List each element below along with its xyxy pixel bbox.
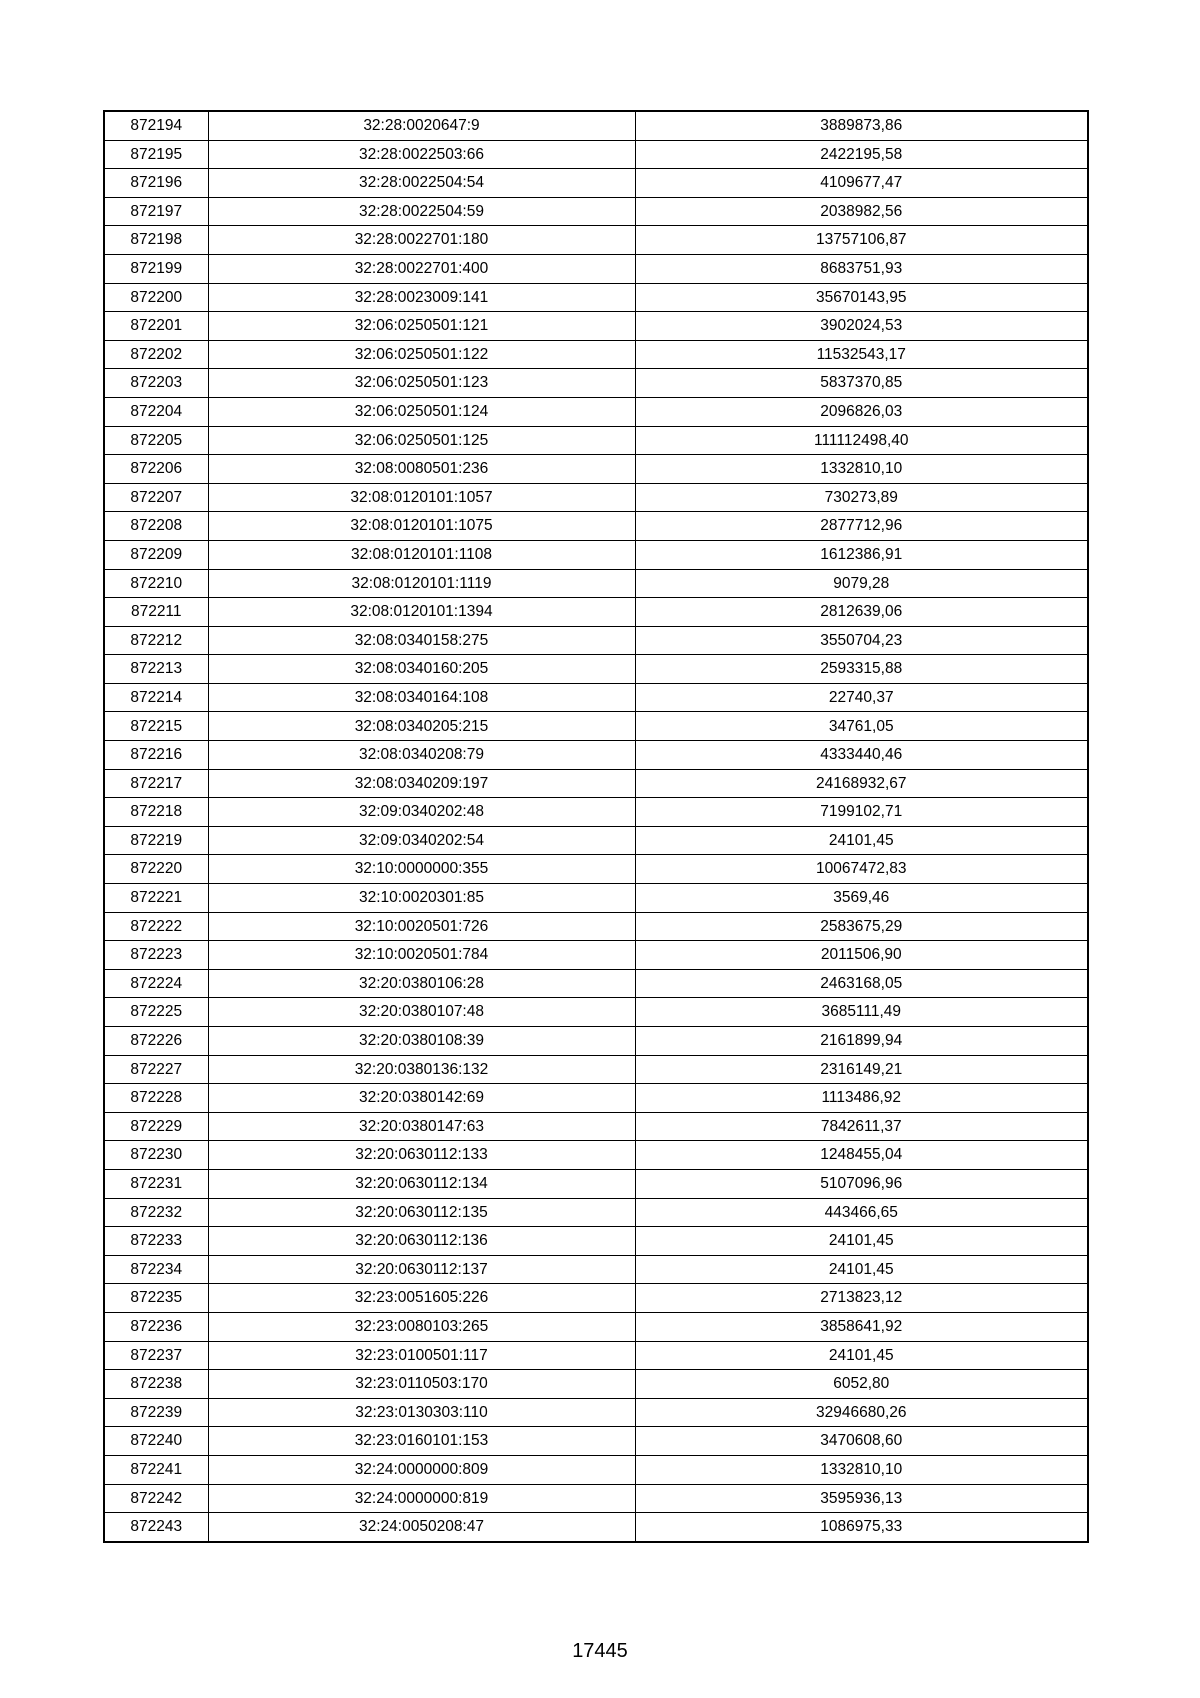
row-number-cell: 872214 xyxy=(104,683,208,712)
value-cell: 3858641,92 xyxy=(635,1312,1088,1341)
row-number-cell: 872194 xyxy=(104,111,208,140)
value-cell: 1113486,92 xyxy=(635,1084,1088,1113)
value-cell: 4109677,47 xyxy=(635,169,1088,198)
row-number-cell: 872198 xyxy=(104,226,208,255)
table-row xyxy=(104,626,1088,655)
table-row xyxy=(104,1341,1088,1370)
value-cell: 2038982,56 xyxy=(635,197,1088,226)
value-cell: 3685111,49 xyxy=(635,998,1088,1027)
cadastral-number-cell: 32:20:0380136:132 xyxy=(208,1055,635,1084)
table-row xyxy=(104,1427,1088,1456)
page-number: 17445 xyxy=(572,1640,628,1662)
cadastral-number-cell: 32:20:0630112:137 xyxy=(208,1255,635,1284)
row-number-cell: 872213 xyxy=(104,655,208,684)
cadastral-number-cell: 32:23:0080103:265 xyxy=(208,1312,635,1341)
cadastral-number-cell: 32:08:0120101:1108 xyxy=(208,540,635,569)
row-number-cell: 872204 xyxy=(104,397,208,426)
cadastral-number-cell: 32:28:0022701:400 xyxy=(208,254,635,283)
cadastral-number-cell: 32:23:0100501:117 xyxy=(208,1341,635,1370)
table-row xyxy=(104,111,1088,140)
table-row xyxy=(104,1255,1088,1284)
value-cell: 24101,45 xyxy=(635,1341,1088,1370)
cadastral-number-cell: 32:09:0340202:54 xyxy=(208,826,635,855)
value-cell: 1086975,33 xyxy=(635,1513,1088,1542)
table-row xyxy=(104,140,1088,169)
cadastral-number-cell: 32:20:0630112:133 xyxy=(208,1141,635,1170)
row-number-cell: 872234 xyxy=(104,1255,208,1284)
value-cell: 35670143,95 xyxy=(635,283,1088,312)
table-row xyxy=(104,340,1088,369)
cadastral-number-cell: 32:10:0020501:726 xyxy=(208,912,635,941)
row-number-cell: 872210 xyxy=(104,569,208,598)
row-number-cell: 872240 xyxy=(104,1427,208,1456)
table-row xyxy=(104,569,1088,598)
cadastral-number-cell: 32:24:0000000:819 xyxy=(208,1484,635,1513)
value-cell: 111112498,40 xyxy=(635,426,1088,455)
row-number-cell: 872221 xyxy=(104,884,208,913)
cadastral-number-cell: 32:08:0340208:79 xyxy=(208,741,635,770)
table-row xyxy=(104,1027,1088,1056)
row-number-cell: 872230 xyxy=(104,1141,208,1170)
row-number-cell: 872215 xyxy=(104,712,208,741)
table-body xyxy=(104,111,1088,1542)
row-number-cell: 872233 xyxy=(104,1227,208,1256)
table-row xyxy=(104,369,1088,398)
value-cell: 9079,28 xyxy=(635,569,1088,598)
row-number-cell: 872208 xyxy=(104,512,208,541)
table-row xyxy=(104,1227,1088,1256)
cadastral-number-cell: 32:08:0120101:1057 xyxy=(208,483,635,512)
cadastral-number-cell: 32:23:0051605:226 xyxy=(208,1284,635,1313)
table-row xyxy=(104,1169,1088,1198)
value-cell: 5837370,85 xyxy=(635,369,1088,398)
table-row xyxy=(104,1112,1088,1141)
cadastral-number-cell: 32:08:0120101:1119 xyxy=(208,569,635,598)
table-row xyxy=(104,941,1088,970)
table-row xyxy=(104,426,1088,455)
cadastral-number-cell: 32:06:0250501:123 xyxy=(208,369,635,398)
value-cell: 24101,45 xyxy=(635,1227,1088,1256)
value-cell: 2422195,58 xyxy=(635,140,1088,169)
cadastral-number-cell: 32:28:0022701:180 xyxy=(208,226,635,255)
value-cell: 5107096,96 xyxy=(635,1169,1088,1198)
row-number-cell: 872224 xyxy=(104,969,208,998)
table-row xyxy=(104,512,1088,541)
table-row xyxy=(104,769,1088,798)
row-number-cell: 872201 xyxy=(104,312,208,341)
row-number-cell: 872219 xyxy=(104,826,208,855)
row-number-cell: 872205 xyxy=(104,426,208,455)
value-cell: 730273,89 xyxy=(635,483,1088,512)
value-cell: 2011506,90 xyxy=(635,941,1088,970)
value-cell: 13757106,87 xyxy=(635,226,1088,255)
table-row xyxy=(104,969,1088,998)
value-cell: 3902024,53 xyxy=(635,312,1088,341)
row-number-cell: 872206 xyxy=(104,455,208,484)
table-row xyxy=(104,1370,1088,1399)
cadastral-number-cell: 32:23:0160101:153 xyxy=(208,1427,635,1456)
value-cell: 2463168,05 xyxy=(635,969,1088,998)
cadastral-number-cell: 32:08:0120101:1394 xyxy=(208,598,635,627)
row-number-cell: 872218 xyxy=(104,798,208,827)
value-cell: 24101,45 xyxy=(635,826,1088,855)
row-number-cell: 872196 xyxy=(104,169,208,198)
table-row xyxy=(104,1284,1088,1313)
table-row xyxy=(104,397,1088,426)
cadastral-number-cell: 32:08:0340205:215 xyxy=(208,712,635,741)
row-number-cell: 872238 xyxy=(104,1370,208,1399)
cadastral-number-cell: 32:08:0340209:197 xyxy=(208,769,635,798)
cadastral-number-cell: 32:06:0250501:121 xyxy=(208,312,635,341)
cadastral-number-cell: 32:06:0250501:125 xyxy=(208,426,635,455)
cadastral-number-cell: 32:08:0120101:1075 xyxy=(208,512,635,541)
value-cell: 32946680,26 xyxy=(635,1398,1088,1427)
table-row xyxy=(104,1084,1088,1113)
value-cell: 10067472,83 xyxy=(635,855,1088,884)
row-number-cell: 872197 xyxy=(104,197,208,226)
table-row xyxy=(104,483,1088,512)
row-number-cell: 872237 xyxy=(104,1341,208,1370)
cadastral-number-cell: 32:08:0340158:275 xyxy=(208,626,635,655)
table-row xyxy=(104,1455,1088,1484)
value-cell: 1612386,91 xyxy=(635,540,1088,569)
table-row xyxy=(104,798,1088,827)
value-cell: 1332810,10 xyxy=(635,1455,1088,1484)
cadastral-number-cell: 32:28:0023009:141 xyxy=(208,283,635,312)
row-number-cell: 872220 xyxy=(104,855,208,884)
value-cell: 2161899,94 xyxy=(635,1027,1088,1056)
row-number-cell: 872225 xyxy=(104,998,208,1027)
row-number-cell: 872226 xyxy=(104,1027,208,1056)
table-row xyxy=(104,169,1088,198)
table-row xyxy=(104,912,1088,941)
row-number-cell: 872228 xyxy=(104,1084,208,1113)
row-number-cell: 872229 xyxy=(104,1112,208,1141)
row-number-cell: 872241 xyxy=(104,1455,208,1484)
row-number-cell: 872203 xyxy=(104,369,208,398)
value-cell: 2583675,29 xyxy=(635,912,1088,941)
table-row xyxy=(104,1312,1088,1341)
cadastral-number-cell: 32:08:0080501:236 xyxy=(208,455,635,484)
cadastral-number-cell: 32:08:0340160:205 xyxy=(208,655,635,684)
value-cell: 1248455,04 xyxy=(635,1141,1088,1170)
table-row xyxy=(104,998,1088,1027)
row-number-cell: 872209 xyxy=(104,540,208,569)
row-number-cell: 872202 xyxy=(104,340,208,369)
table-row xyxy=(104,683,1088,712)
value-cell: 6052,80 xyxy=(635,1370,1088,1399)
value-cell: 1332810,10 xyxy=(635,455,1088,484)
cadastral-number-cell: 32:28:0020647:9 xyxy=(208,111,635,140)
value-cell: 2877712,96 xyxy=(635,512,1088,541)
table-row xyxy=(104,712,1088,741)
cadastral-number-cell: 32:28:0022504:54 xyxy=(208,169,635,198)
table-row xyxy=(104,826,1088,855)
value-cell: 7199102,71 xyxy=(635,798,1088,827)
cadastral-number-cell: 32:10:0000000:355 xyxy=(208,855,635,884)
value-cell: 8683751,93 xyxy=(635,254,1088,283)
row-number-cell: 872211 xyxy=(104,598,208,627)
table-row xyxy=(104,884,1088,913)
value-cell: 34761,05 xyxy=(635,712,1088,741)
cadastral-number-cell: 32:10:0020301:85 xyxy=(208,884,635,913)
value-cell: 2713823,12 xyxy=(635,1284,1088,1313)
cadastral-number-cell: 32:24:0050208:47 xyxy=(208,1513,635,1542)
row-number-cell: 872236 xyxy=(104,1312,208,1341)
row-number-cell: 872242 xyxy=(104,1484,208,1513)
value-cell: 443466,65 xyxy=(635,1198,1088,1227)
table-row xyxy=(104,741,1088,770)
row-number-cell: 872216 xyxy=(104,741,208,770)
table-row xyxy=(104,1513,1088,1542)
table-row xyxy=(104,655,1088,684)
row-number-cell: 872232 xyxy=(104,1198,208,1227)
row-number-cell: 872212 xyxy=(104,626,208,655)
value-cell: 2812639,06 xyxy=(635,598,1088,627)
row-number-cell: 872231 xyxy=(104,1169,208,1198)
value-cell: 3889873,86 xyxy=(635,111,1088,140)
table-row xyxy=(104,197,1088,226)
table-row xyxy=(104,598,1088,627)
cadastral-number-cell: 32:28:0022504:59 xyxy=(208,197,635,226)
row-number-cell: 872222 xyxy=(104,912,208,941)
value-cell: 22740,37 xyxy=(635,683,1088,712)
cadastral-number-cell: 32:20:0630112:136 xyxy=(208,1227,635,1256)
value-cell: 4333440,46 xyxy=(635,741,1088,770)
cadastral-number-cell: 32:20:0380142:69 xyxy=(208,1084,635,1113)
table-row xyxy=(104,855,1088,884)
value-cell: 24101,45 xyxy=(635,1255,1088,1284)
cadastral-value-table xyxy=(103,110,1089,1543)
row-number-cell: 872243 xyxy=(104,1513,208,1542)
table-row xyxy=(104,1398,1088,1427)
row-number-cell: 872239 xyxy=(104,1398,208,1427)
table-row xyxy=(104,540,1088,569)
value-cell: 2593315,88 xyxy=(635,655,1088,684)
cadastral-number-cell: 32:24:0000000:809 xyxy=(208,1455,635,1484)
cadastral-number-cell: 32:06:0250501:122 xyxy=(208,340,635,369)
table-row xyxy=(104,254,1088,283)
table-row xyxy=(104,1198,1088,1227)
row-number-cell: 872227 xyxy=(104,1055,208,1084)
cadastral-number-cell: 32:20:0380108:39 xyxy=(208,1027,635,1056)
cadastral-number-cell: 32:20:0630112:134 xyxy=(208,1169,635,1198)
row-number-cell: 872200 xyxy=(104,283,208,312)
value-cell: 3470608,60 xyxy=(635,1427,1088,1456)
cadastral-number-cell: 32:28:0022503:66 xyxy=(208,140,635,169)
row-number-cell: 872199 xyxy=(104,254,208,283)
value-cell: 11532543,17 xyxy=(635,340,1088,369)
row-number-cell: 872195 xyxy=(104,140,208,169)
row-number-cell: 872207 xyxy=(104,483,208,512)
row-number-cell: 872217 xyxy=(104,769,208,798)
table-row xyxy=(104,1141,1088,1170)
value-cell: 3550704,23 xyxy=(635,626,1088,655)
cadastral-number-cell: 32:10:0020501:784 xyxy=(208,941,635,970)
value-cell: 3569,46 xyxy=(635,884,1088,913)
cadastral-number-cell: 32:20:0380106:28 xyxy=(208,969,635,998)
cadastral-number-cell: 32:23:0130303:110 xyxy=(208,1398,635,1427)
value-cell: 2316149,21 xyxy=(635,1055,1088,1084)
cadastral-number-cell: 32:20:0380147:63 xyxy=(208,1112,635,1141)
table-row xyxy=(104,226,1088,255)
table-row xyxy=(104,283,1088,312)
cadastral-number-cell: 32:08:0340164:108 xyxy=(208,683,635,712)
cadastral-number-cell: 32:20:0380107:48 xyxy=(208,998,635,1027)
cadastral-number-cell: 32:23:0110503:170 xyxy=(208,1370,635,1399)
value-cell: 2096826,03 xyxy=(635,397,1088,426)
cadastral-number-cell: 32:06:0250501:124 xyxy=(208,397,635,426)
value-cell: 7842611,37 xyxy=(635,1112,1088,1141)
table-row xyxy=(104,312,1088,341)
cadastral-number-cell: 32:09:0340202:48 xyxy=(208,798,635,827)
value-cell: 24168932,67 xyxy=(635,769,1088,798)
row-number-cell: 872223 xyxy=(104,941,208,970)
value-cell: 3595936,13 xyxy=(635,1484,1088,1513)
table-row xyxy=(104,1055,1088,1084)
table-row xyxy=(104,1484,1088,1513)
cadastral-number-cell: 32:20:0630112:135 xyxy=(208,1198,635,1227)
table-row xyxy=(104,455,1088,484)
row-number-cell: 872235 xyxy=(104,1284,208,1313)
